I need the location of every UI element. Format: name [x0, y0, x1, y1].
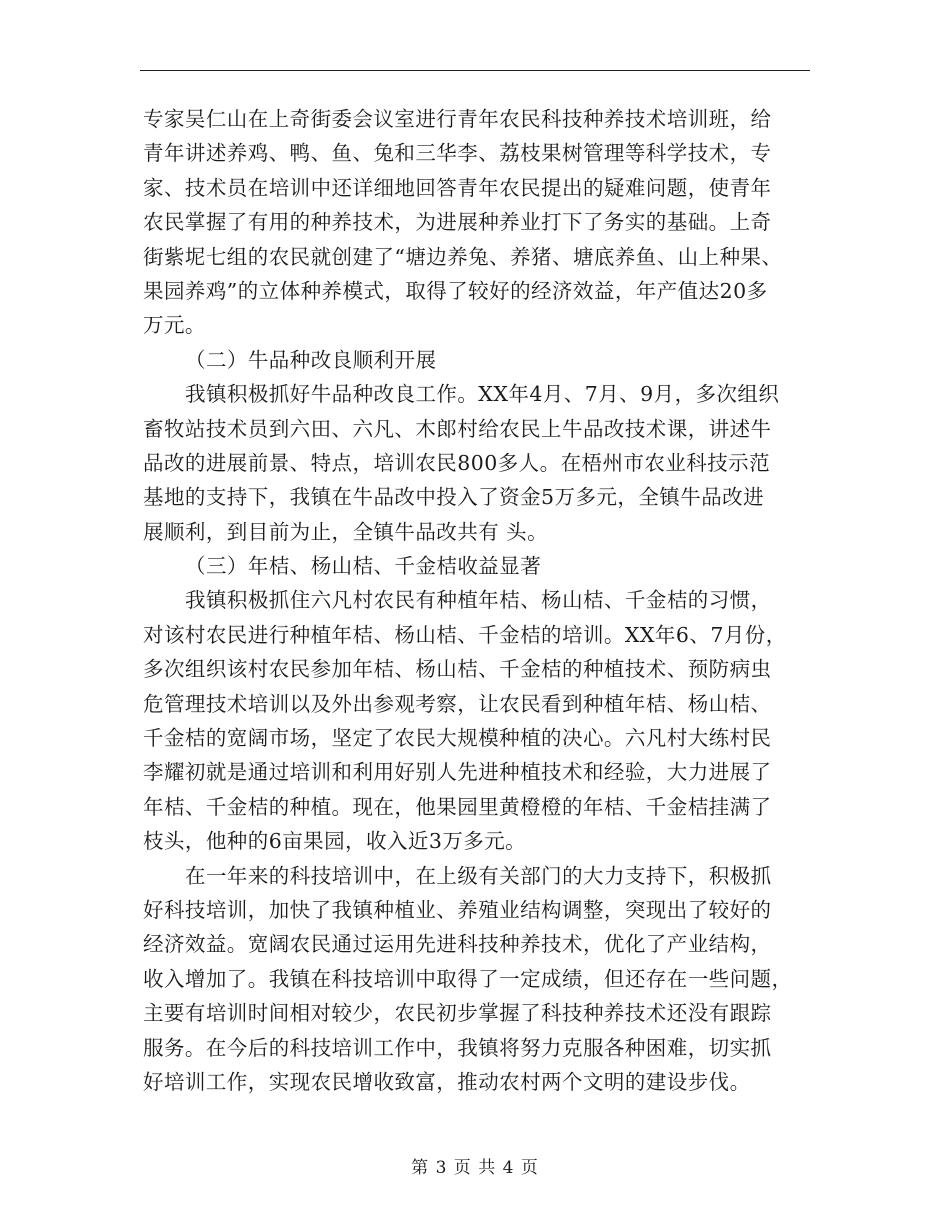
text-line: 李耀初就是通过培训和利用好别人先进种植技术和经验，大力进展了	[143, 760, 772, 785]
text-line: （三）年桔、杨山桔、千金桔收益显著	[185, 554, 542, 579]
text-line: 街紫坭七组的农民就创建了“塘边养兔、养猪、塘底养鱼、山上种果、	[143, 244, 783, 269]
text-line: 品改的进展前景、特点，培训农民800多人。在梧州市农业科技示范	[143, 450, 771, 475]
text-line: 收入增加了。我镇在科技培训中取得了一定成绩，但还存在一些问题，	[143, 966, 793, 991]
text-line: 主要有培训时间相对较少，农民初步掌握了科技种养技术还没有跟踪	[143, 1001, 772, 1026]
page-number: 第 3 页 共 4 页	[411, 1158, 539, 1178]
text-line: 展顺利，到目前为止，全镇牛品改共有 头。	[143, 519, 549, 544]
header-rule	[140, 70, 810, 71]
text-line: 枝头，他种的6亩果园，收入近3万多元。	[143, 829, 527, 854]
text-line: 专家吴仁山在上奇街委会议室进行青年农民科技种养技术培训班，给	[143, 107, 772, 131]
text-line: 万元。	[143, 313, 206, 338]
text-line: 在一年来的科技培训中，在上级有关部门的大力支持下，积极抓	[185, 863, 772, 888]
text-line: 危管理技术培训以及外出参观考察，让农民看到种植年桔、杨山桔、	[143, 691, 772, 716]
text-line: 畜牧站技术员到六田、六凡、木郎村给农民上牛品改技术课，讲述牛	[143, 416, 772, 441]
text-line: 服务。在今后的科技培训工作中，我镇将努力克服各种困难，切实抓	[143, 1035, 772, 1060]
text-line: 我镇积极抓住六凡村农民有种植年桔、杨山桔、千金桔的习惯，	[185, 588, 772, 613]
text-line: 好科技培训，加快了我镇种植业、养殖业结构调整，突现出了较好的	[143, 897, 772, 922]
text-line: 对该村农民进行种植年桔、杨山桔、千金桔的培训。XX年6、7月份，	[143, 622, 787, 647]
text-line: 经济效益。宽阔农民通过运用先进科技种养技术，优化了产业结构，	[143, 932, 772, 957]
page-footer	[0, 1153, 950, 1178]
text-line: 多次组织该村农民参加年桔、杨山桔、千金桔的种植技术、预防病虫	[143, 657, 772, 682]
text-line: 果园养鸡”的立体种养模式，取得了较好的经济效益，年产值达20多	[143, 278, 768, 303]
text-line: 好培训工作，实现农民增收致富，推动农村两个文明的建设步伐。	[143, 1069, 751, 1094]
text-line: 家、技术员在培训中还详细地回答青年农民提出的疑难问题，使青年	[143, 175, 772, 200]
document-body	[143, 102, 809, 1099]
text-line: 农民掌握了有用的种养技术，为进展种养业打下了务实的基础。上奇	[143, 210, 772, 235]
text-line: 千金桔的宽阔市场，坚定了农民大规模种植的决心。六凡村大练村民	[143, 726, 772, 751]
text-line: （二）牛品种改良顺利开展	[185, 347, 437, 372]
text-line: 年桔、千金桔的种植。现在，他果园里黄橙橙的年桔、千金桔挂满了	[143, 794, 772, 819]
text-line: 基地的支持下，我镇在牛品改中投入了资金5万多元，全镇牛品改进	[143, 485, 765, 510]
text-line: 青年讲述养鸡、鸭、鱼、兔和三华李、荔枝果树管理等科学技术，专	[143, 141, 772, 166]
text-line: 我镇积极抓好牛品种改良工作。XX年4月、7月、9月，多次组织	[185, 382, 780, 407]
